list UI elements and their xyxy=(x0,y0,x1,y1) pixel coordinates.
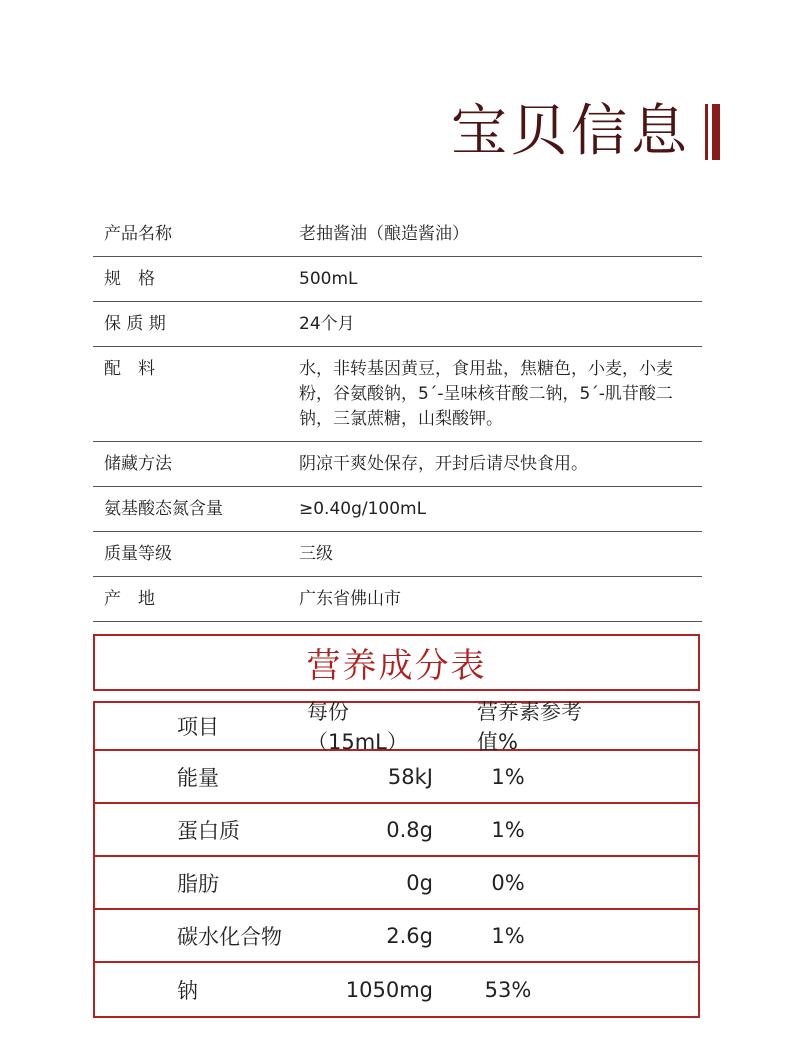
info-label: 保 质 期 xyxy=(104,314,166,334)
info-row xyxy=(93,532,702,577)
nutrient-name: 蛋白质 xyxy=(177,818,240,843)
info-value: ≥0.40g/100mL xyxy=(299,499,427,519)
info-row xyxy=(93,257,702,302)
info-label: 产品名称 xyxy=(104,224,172,244)
info-row xyxy=(93,577,702,622)
info-row xyxy=(93,302,702,347)
title-decoration xyxy=(705,104,720,160)
info-label: 氨基酸态氮含量 xyxy=(104,499,223,519)
nutrient-amount: 2.6g xyxy=(386,923,433,948)
nutrient-nrv: 1% xyxy=(491,764,525,789)
nutrition-title: 营养成分表 xyxy=(306,646,487,686)
nutrition-row xyxy=(95,751,698,804)
info-value: 三级 xyxy=(299,544,333,564)
info-label: 配 料 xyxy=(104,359,155,379)
nutrition-row xyxy=(95,963,698,1016)
info-label: 规 格 xyxy=(104,269,155,289)
nutrition-header-row xyxy=(95,700,698,754)
header-item: 项目 xyxy=(177,715,219,739)
decoration-bar-thick xyxy=(712,104,720,160)
header-nrv: 营养素参考值% xyxy=(477,700,582,754)
page-title: 宝贝信息 xyxy=(451,99,691,164)
info-row xyxy=(93,487,702,532)
nutrient-nrv: 53% xyxy=(484,977,532,1002)
nutrient-name: 能量 xyxy=(177,765,219,790)
info-value: 广东省佛山市 xyxy=(299,589,401,609)
info-value: 500mL xyxy=(299,269,358,289)
nutrition-table xyxy=(93,701,700,1018)
nutrient-name: 钠 xyxy=(177,978,198,1003)
nutrient-amount: 0.8g xyxy=(386,817,433,842)
product-info-table xyxy=(93,212,702,622)
nutrient-amount: 1050mg xyxy=(345,977,433,1002)
nutrient-name: 碳水化合物 xyxy=(177,924,282,949)
nutrition-title-box xyxy=(93,634,700,691)
info-row xyxy=(93,442,702,487)
info-label: 产 地 xyxy=(104,589,155,609)
info-value: 阴凉干爽处保存，开封后请尽快食用。 xyxy=(299,454,588,474)
info-value: 24个月 xyxy=(299,314,355,334)
nutrient-amount: 0g xyxy=(406,870,433,895)
info-label: 质量等级 xyxy=(104,544,172,564)
info-value: 老抽酱油（酿造酱油） xyxy=(299,224,469,244)
nutrient-amount: 58kJ xyxy=(387,764,433,789)
info-value: 水，非转基因黄豆，食用盐，焦糖色，小麦，小麦粉，谷氨酸钠，5´-呈味核苷酸二钠，5´-肌苷酸二钠，三氯蔗糖，山梨酸钾。 xyxy=(299,359,673,429)
nutrient-name: 脂肪 xyxy=(177,871,219,896)
nutrition-row xyxy=(95,910,698,963)
nutrition-row xyxy=(95,857,698,910)
info-row xyxy=(93,212,702,257)
header-per-serving: 每份（15mL） xyxy=(307,700,408,754)
page-header xyxy=(451,100,720,164)
nutrient-nrv: 0% xyxy=(491,870,525,895)
decoration-bar-thin xyxy=(705,104,708,160)
nutrition-row xyxy=(95,804,698,857)
nutrient-nrv: 1% xyxy=(491,817,525,842)
nutrient-nrv: 1% xyxy=(491,923,525,948)
info-label: 储藏方法 xyxy=(104,454,172,474)
info-row xyxy=(93,347,702,442)
